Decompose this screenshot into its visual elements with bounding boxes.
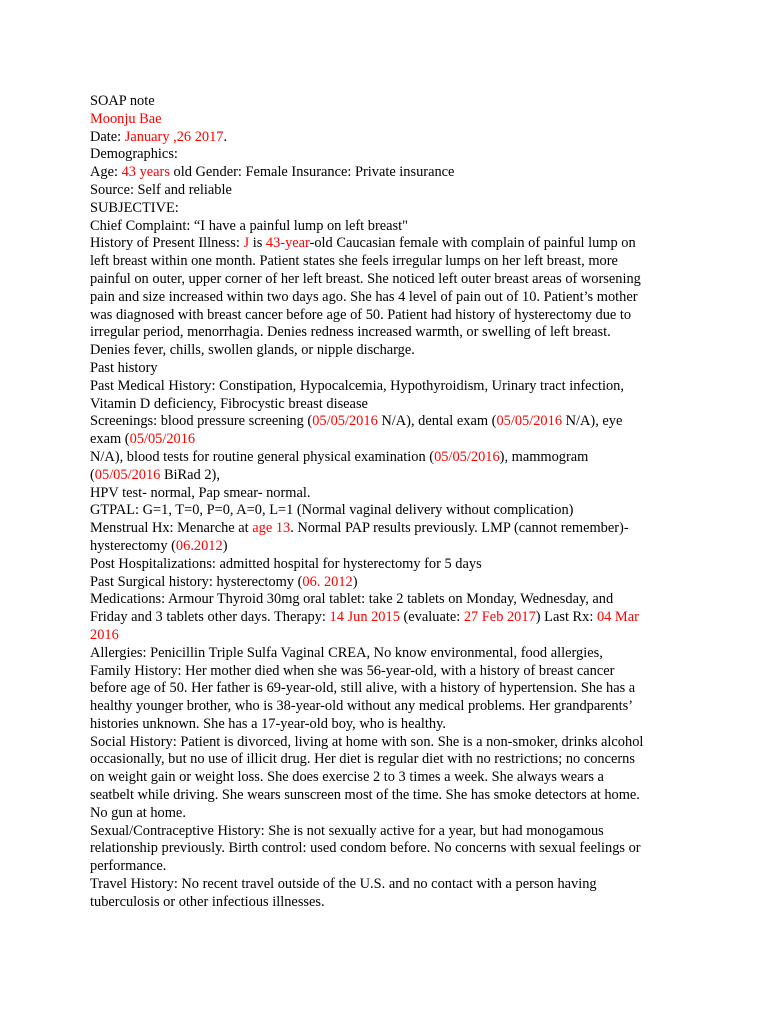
text-segment: N/A), eye (562, 413, 623, 430)
text-line (90, 111, 680, 129)
text-line (90, 538, 680, 556)
text-segment: ) Last Rx: (535, 609, 597, 626)
text-segment: painful on outer, upper corner of her left breast. She noticed left outer breast areas of worsening (90, 270, 641, 287)
text-segment: Travel History: No recent travel outside of the U.S. and no contact with a person having (90, 876, 597, 893)
text-segment: exam ( (90, 431, 130, 448)
text-line (90, 680, 680, 698)
text-segment: (evaluate: (399, 609, 464, 626)
text-segment: seatbelt while driving. She wears sunscreen most of the time. She has smoke detectors at home. (90, 787, 640, 804)
highlighted-text: 27 Feb 2017 (463, 609, 536, 626)
highlighted-text: 06. 2012 (302, 573, 353, 590)
text-segment: left breast within one month. Patient states she feels irregular lumps on her left breast, more (90, 253, 618, 270)
text-line (90, 591, 680, 609)
text-segment: N/A), dental exam ( (377, 413, 497, 430)
text-line (90, 805, 680, 823)
highlighted-text: 05/05/2016 (94, 466, 161, 483)
text-segment: History of Present Illness: (90, 235, 244, 252)
text-segment: GTPAL: G=1, T=0, P=0, A=0, L=1 (Normal vaginal delivery without complication) (90, 502, 574, 519)
text-segment: Vitamin D deficiency, Fibrocystic breast disease (90, 395, 368, 412)
text-line (90, 271, 680, 289)
text-segment: Past Medical History: Constipation, Hypocalcemia, Hypothyroidism, Urinary tract infection, (90, 377, 624, 394)
text-segment: . Normal PAP results previously. LMP (cannot remember)- (290, 520, 629, 537)
text-line (90, 769, 680, 787)
text-segment: Social History: Patient is divorced, living at home with son. She is a non-smoker, drinks alcohol (90, 733, 644, 750)
highlighted-text: 05/05/2016 (312, 413, 378, 430)
text-segment: SUBJECTIVE: (90, 199, 179, 216)
text-segment: ), mammogram (499, 448, 589, 465)
text-segment: -old Caucasian female with complain of painful lump on (309, 235, 636, 252)
text-segment: Demographics: (90, 146, 178, 163)
text-segment: . (223, 128, 228, 145)
text-segment: BiRad 2), (160, 466, 220, 483)
text-segment: Source: Self and reliable (90, 181, 232, 198)
text-line (90, 378, 680, 396)
text-segment: was diagnosed with breast cancer before age of 50. Patient had history of hysterectomy due to (90, 306, 632, 323)
text-line (90, 663, 680, 681)
highlighted-text: 43 years (121, 164, 170, 181)
text-segment: tuberculosis or other infectious illnesses. (90, 893, 325, 910)
text-segment: irregular period, menorrhagia. Denies redness increased warmth, or swelling of left breast. (90, 324, 611, 341)
text-segment: occasionally, but no use of illicit drug. Her diet is regular diet with no restrictions; no concerns (90, 751, 635, 768)
highlighted-text: 05/05/2016 (434, 448, 500, 465)
text-line (90, 645, 680, 663)
text-segment: SOAP note (90, 93, 155, 109)
text-segment: Screenings: blood pressure screening ( (90, 413, 313, 430)
highlighted-text: 14 Jun 2015 (329, 609, 400, 626)
text-segment: Post Hospitalizations: admitted hospital for hysterectomy for 5 days (90, 555, 482, 572)
text-line (90, 182, 680, 200)
text-segment: Chief Complaint: “I have a painful lump on left breast" (90, 217, 408, 234)
text-line (90, 289, 680, 307)
text-segment: is (249, 235, 266, 252)
text-line (90, 396, 680, 414)
text-segment: Past history (90, 359, 158, 376)
text-segment: pain and size increased within two days ago. She has 4 level of pain out of 10. Patient’s mother (90, 288, 638, 305)
text-line (90, 218, 680, 236)
text-segment: Age: (90, 164, 122, 181)
text-segment: Past Surgical history: hysterectomy ( (90, 573, 303, 590)
text-segment: ) (222, 537, 228, 554)
highlighted-text: 05/05/2016 (496, 413, 563, 430)
text-line (90, 324, 680, 342)
text-segment: Denies fever, chills, swollen glands, or nipple discharge. (90, 342, 415, 359)
text-segment: N/A), blood tests for routine general physical examination ( (90, 448, 435, 465)
text-segment: on weight gain or weight loss. She does exercise 2 to 3 times a week. She always wears a (90, 769, 604, 786)
text-segment: Sexual/Contraceptive History: She is not sexually active for a year, but had monogamous (90, 822, 604, 839)
text-line (90, 609, 680, 627)
text-segment: Medications: Armour Thyroid 30mg oral tablet: take 2 tablets on Monday, Wednesday, and (90, 591, 614, 608)
text-line (90, 360, 680, 378)
highlighted-text: 06.2012 (175, 537, 223, 554)
text-segment: relationship previously. Birth control: used condom before. No concerns with sexual feelings or (90, 840, 641, 857)
highlighted-text: Moonju Bae (90, 110, 162, 127)
text-segment: healthy younger brother, who is 38-year-old without any medical problems. Her grandparents’ (90, 698, 634, 715)
text-segment: ) (352, 573, 358, 590)
text-line (90, 342, 680, 360)
text-segment: before age of 50. Her father is 69-year-old, still alive, with a history of hypertension. She has a (90, 680, 636, 697)
text-segment: Allergies: Penicillin Triple Sulfa Vaginal CREA, No know environmental, food allergies, (90, 644, 603, 661)
text-line (90, 574, 680, 592)
text-line (90, 894, 680, 912)
text-line (90, 200, 680, 218)
text-segment: old Gender: Female Insurance: Private insurance (169, 164, 455, 181)
highlighted-text: 43-year (265, 235, 310, 252)
text-segment: ( (90, 466, 95, 483)
highlighted-text: 2016 (90, 626, 119, 643)
text-line (90, 698, 680, 716)
text-segment: Menstrual Hx: Menarche at (90, 520, 253, 537)
text-line (90, 93, 680, 111)
text-line (90, 467, 680, 485)
text-segment: Date: (90, 128, 125, 145)
highlighted-text: 04 Mar (596, 609, 639, 626)
text-line (90, 734, 680, 752)
text-line (90, 129, 680, 147)
highlighted-text: age 13 (252, 520, 291, 537)
text-line (90, 307, 680, 325)
text-line (90, 751, 680, 769)
text-segment: performance. (90, 858, 167, 875)
text-segment: No gun at home. (90, 804, 186, 821)
text-line (90, 858, 680, 876)
text-line (90, 716, 680, 734)
text-segment: hysterectomy ( (90, 537, 176, 554)
text-line (90, 556, 680, 574)
text-segment: Friday and 3 tablets other days. Therapy: (90, 609, 330, 626)
text-line (90, 485, 680, 503)
text-segment: histories unknown. She has a 17-year-old boy, who is healthy. (90, 715, 446, 732)
highlighted-text: J (243, 235, 250, 252)
soap-note-document (90, 93, 680, 912)
text-line (90, 146, 680, 164)
text-line (90, 502, 680, 520)
highlighted-text: January ,26 2017 (124, 128, 224, 145)
text-line (90, 449, 680, 467)
text-segment: HPV test- normal, Pap smear- normal. (90, 484, 311, 501)
text-line (90, 787, 680, 805)
text-line (90, 413, 680, 431)
text-line (90, 253, 680, 271)
text-line (90, 876, 680, 894)
text-line (90, 520, 680, 538)
text-line (90, 823, 680, 841)
text-segment: Family History: Her mother died when she was 56-year-old, with a history of breast cancer (90, 662, 615, 679)
text-line (90, 431, 680, 449)
highlighted-text: 05/05/2016 (129, 431, 196, 448)
text-line (90, 164, 680, 182)
text-line (90, 627, 680, 645)
text-line (90, 235, 680, 253)
text-line (90, 840, 680, 858)
